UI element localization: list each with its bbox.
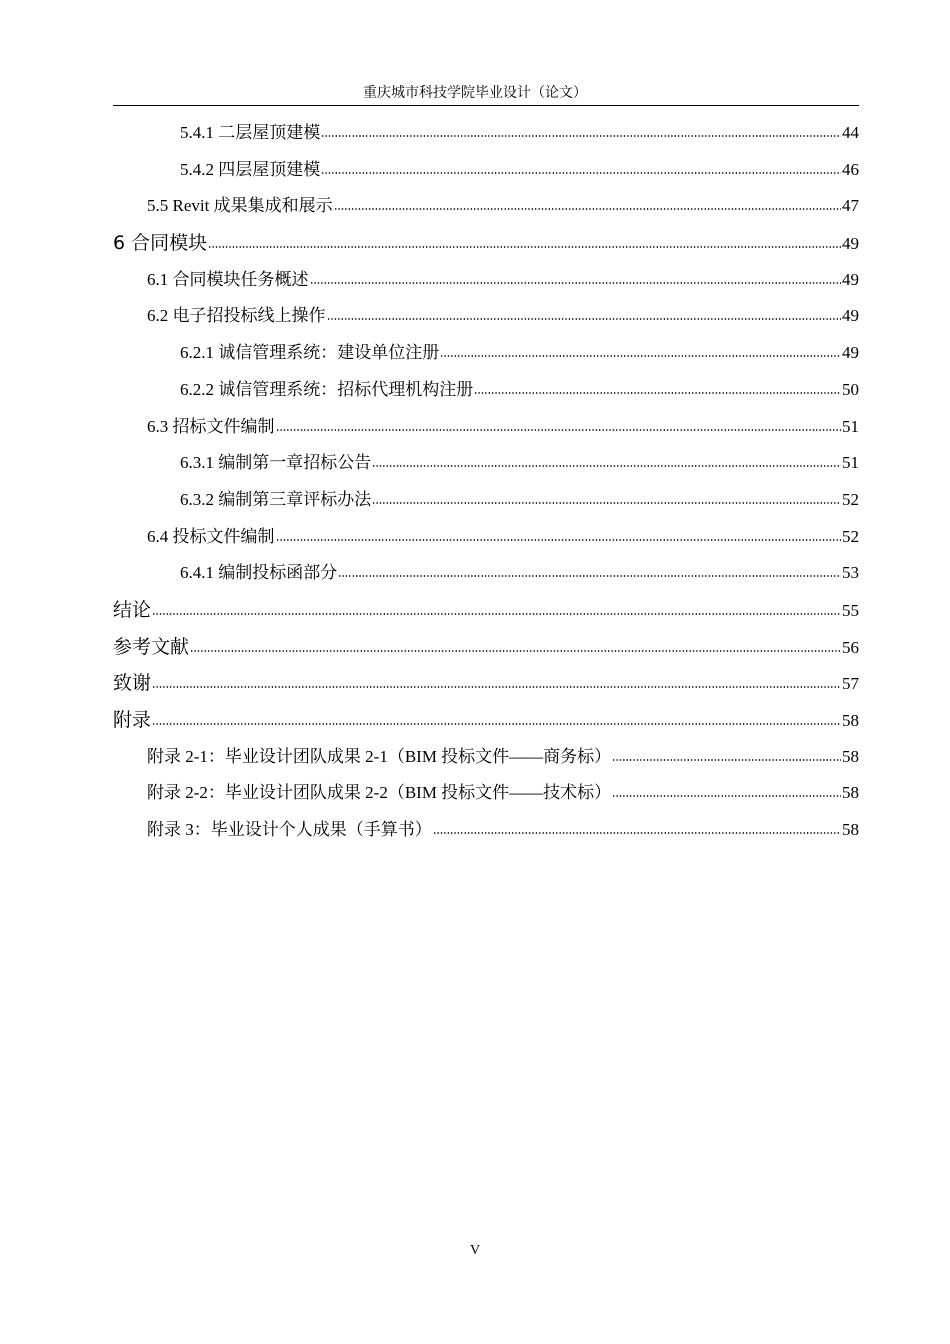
toc-entry-page: 58 — [842, 746, 859, 766]
toc-entry-title: 5.5 Revit 成果集成和展示 — [147, 196, 333, 216]
toc-entry[interactable] — [113, 335, 859, 372]
toc-entry-page: 51 — [842, 416, 859, 436]
running-header: 重庆城市科技学院毕业设计（论文） — [363, 86, 587, 101]
toc-entry-page: 58 — [842, 783, 859, 803]
toc-entry-title: 6.2 电子招投标线上操作 — [147, 306, 326, 326]
table-of-contents — [113, 115, 859, 849]
toc-entry[interactable] — [113, 115, 859, 152]
toc-entry-title: 6.4.1 编制投标函部分 — [180, 563, 338, 583]
toc-entry-page: 52 — [842, 526, 859, 546]
toc-entry-title: 6 合同模块 — [113, 232, 208, 255]
dot-leader — [612, 795, 841, 797]
toc-entry[interactable] — [113, 555, 859, 592]
toc-entry[interactable] — [113, 702, 859, 739]
dot-leader — [321, 135, 841, 137]
toc-entry-title: 6.1 合同模块任务概述 — [147, 269, 309, 289]
dot-leader — [334, 208, 841, 210]
toc-entry-title: 6.2.1 诚信管理系统：建设单位注册 — [180, 343, 440, 363]
toc-entry-title: 6.3 招标文件编制 — [147, 416, 275, 436]
toc-entry-page: 49 — [842, 306, 859, 326]
dot-leader — [433, 832, 841, 834]
toc-entry-title: 参考文献 — [113, 635, 190, 658]
toc-entry[interactable] — [113, 739, 859, 776]
toc-entry[interactable] — [113, 812, 859, 849]
dot-leader — [152, 613, 841, 615]
toc-entry[interactable] — [113, 445, 859, 482]
toc-entry[interactable] — [113, 262, 859, 299]
dot-leader — [440, 355, 841, 357]
toc-entry[interactable] — [113, 775, 859, 812]
toc-entry-title: 5.4.1 二层屋顶建模 — [180, 123, 321, 142]
toc-entry[interactable] — [113, 188, 859, 225]
toc-entry-page: 49 — [842, 269, 859, 289]
toc-entry-title: 6.4 投标文件编制 — [147, 526, 275, 546]
toc-entry[interactable] — [113, 298, 859, 335]
toc-entry[interactable] — [113, 665, 859, 702]
toc-entry[interactable] — [113, 482, 859, 519]
dot-leader — [327, 318, 842, 320]
toc-entry-page: 47 — [842, 196, 859, 216]
toc-entry-page: 49 — [842, 343, 859, 363]
toc-entry[interactable] — [113, 629, 859, 666]
dot-leader — [310, 282, 842, 284]
dot-leader — [276, 539, 842, 541]
toc-entry-page: 46 — [842, 159, 859, 179]
dot-leader — [152, 723, 841, 725]
toc-entry-title: 5.4.2 四层屋顶建模 — [180, 159, 321, 179]
dot-leader — [208, 246, 841, 248]
toc-entry[interactable] — [113, 409, 859, 446]
toc-entry-title: 6.2.2 诚信管理系统：招标代理机构注册 — [180, 379, 474, 399]
dot-leader — [338, 575, 841, 577]
toc-entry-title: 附录 — [113, 709, 152, 731]
toc-entry-page: 52 — [842, 489, 859, 509]
toc-entry[interactable] — [113, 152, 859, 189]
toc-entry-page: 51 — [842, 453, 859, 473]
toc-entry-title: 结论 — [113, 598, 152, 621]
toc-entry-title: 附录 3：毕业设计个人成果（手算书） — [147, 820, 432, 840]
toc-entry-page: 58 — [842, 820, 859, 840]
dot-leader — [612, 759, 841, 761]
toc-entry-title: 附录 2-2：毕业设计团队成果 2-2（BIM 投标文件——技术标） — [147, 783, 612, 803]
dot-leader — [372, 502, 841, 504]
toc-entry-title: 6.3.1 编制第一章招标公告 — [180, 453, 372, 473]
toc-entry-page: 56 — [842, 637, 859, 657]
toc-entry-page: 57 — [842, 674, 859, 694]
header-divider — [113, 105, 859, 106]
toc-entry-title: 附录 2-1：毕业设计团队成果 2-1（BIM 投标文件——商务标） — [147, 746, 612, 766]
toc-entry-page: 55 — [842, 600, 859, 620]
dot-leader — [372, 465, 841, 467]
toc-entry-page: 49 — [842, 234, 859, 254]
dot-leader — [152, 686, 841, 688]
toc-entry[interactable] — [113, 372, 859, 409]
toc-entry-page: 58 — [842, 711, 859, 730]
toc-entry-page: 50 — [842, 379, 859, 399]
toc-entry[interactable] — [113, 225, 859, 262]
toc-entry-page: 44 — [842, 123, 859, 142]
dot-leader — [276, 429, 842, 431]
toc-entry-title: 6.3.2 编制第三章评标办法 — [180, 489, 372, 509]
toc-entry[interactable] — [113, 592, 859, 629]
page-number: V — [469, 1243, 481, 1258]
dot-leader — [321, 172, 841, 174]
toc-entry-title: 致谢 — [113, 672, 152, 695]
toc-entry[interactable] — [113, 519, 859, 556]
dot-leader — [190, 650, 841, 652]
dot-leader — [474, 392, 841, 394]
toc-entry-page: 53 — [842, 563, 859, 583]
